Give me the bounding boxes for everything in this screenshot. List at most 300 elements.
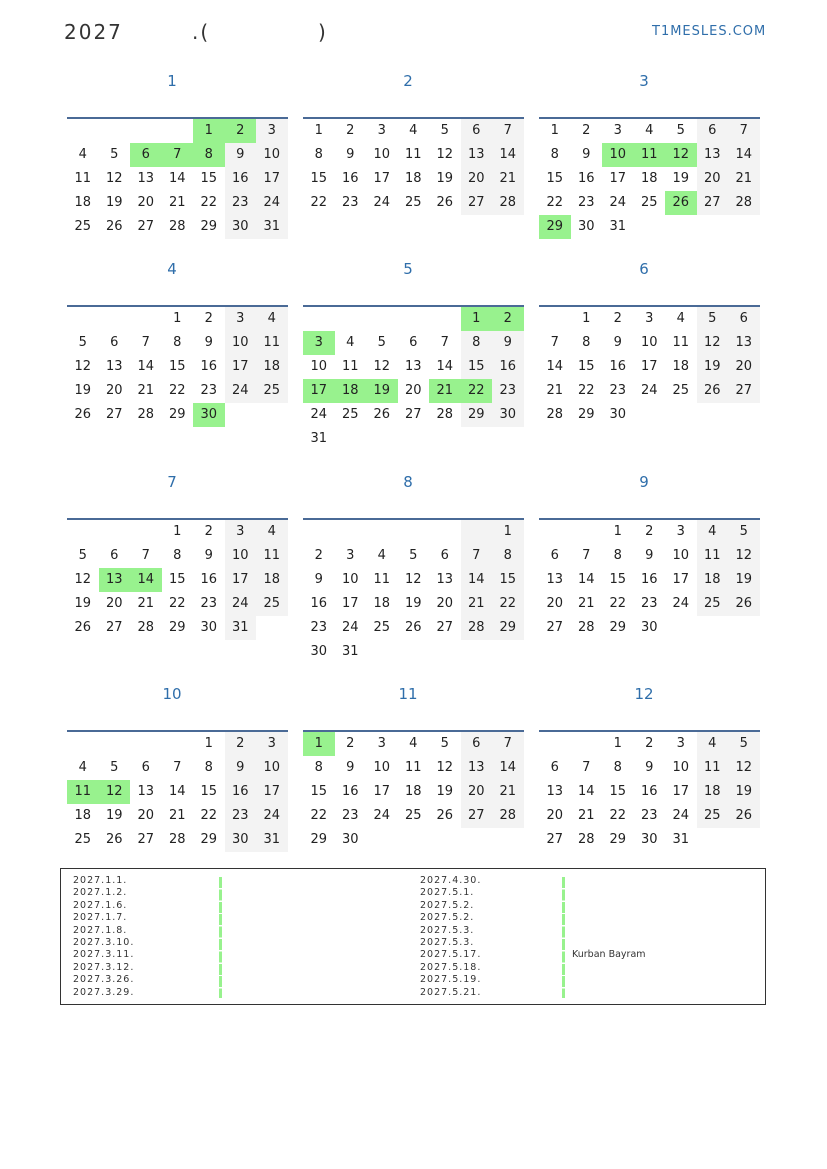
day-cell: 21 bbox=[492, 780, 524, 804]
day-cell: 15 bbox=[461, 355, 493, 379]
day-cell: 30 bbox=[225, 215, 257, 239]
day-cell: 23 bbox=[200, 596, 218, 611]
day-cell: 22 bbox=[168, 383, 186, 398]
day-cell: 30 bbox=[577, 219, 595, 234]
legend-date: 2027.1.6. bbox=[73, 899, 128, 911]
day-cell: 9 bbox=[204, 335, 213, 350]
day-cell: 12 bbox=[74, 359, 92, 374]
day-cell: 7 bbox=[162, 143, 194, 167]
day-cell: 22 bbox=[609, 808, 627, 823]
day-cell: 3 bbox=[346, 548, 355, 563]
month-title: 5 bbox=[403, 260, 413, 278]
day-empty bbox=[539, 520, 571, 544]
day-cell: 27 bbox=[461, 804, 493, 828]
day-cell: 18 bbox=[697, 568, 729, 592]
day-cell: 7 bbox=[582, 760, 591, 775]
day-cell: 28 bbox=[492, 804, 524, 828]
day-cell: 25 bbox=[697, 804, 729, 828]
day-cell: 7 bbox=[492, 119, 524, 143]
day-cell: 16 bbox=[310, 596, 328, 611]
day-empty bbox=[162, 119, 194, 143]
day-cell: 4 bbox=[346, 335, 355, 350]
legend-date: 2027.5.3. bbox=[420, 924, 475, 936]
day-cell: 22 bbox=[577, 383, 595, 398]
day-cell: 15 bbox=[310, 171, 328, 186]
day-cell: 26 bbox=[728, 592, 760, 616]
day-cell: 14 bbox=[728, 143, 760, 167]
legend-date: 2027.4.30. bbox=[420, 875, 482, 886]
day-cell: 10 bbox=[310, 359, 328, 374]
day-cell: 19 bbox=[105, 195, 123, 210]
day-cell: 14 bbox=[130, 568, 162, 592]
day-cell: 30 bbox=[310, 644, 328, 659]
legend-date: 2027.5.17. bbox=[420, 949, 482, 961]
day-cell: 18 bbox=[404, 784, 422, 799]
legend-left-bar bbox=[219, 877, 222, 998]
day-cell: 17 bbox=[672, 784, 690, 799]
day-cell: 1 bbox=[492, 520, 524, 544]
day-cell: 24 bbox=[672, 596, 690, 611]
day-cell: 7 bbox=[141, 548, 150, 563]
day-cell: 23 bbox=[577, 195, 595, 210]
day-cell: 15 bbox=[200, 784, 218, 799]
month-days-grid bbox=[67, 732, 288, 852]
day-cell: 4 bbox=[377, 548, 386, 563]
day-cell: 25 bbox=[672, 383, 690, 398]
day-cell: 20 bbox=[697, 167, 729, 191]
day-cell: 30 bbox=[341, 832, 359, 847]
day-cell: 29 bbox=[168, 620, 186, 635]
day-cell: 18 bbox=[335, 379, 367, 403]
day-cell: 12 bbox=[436, 147, 454, 162]
day-cell: 14 bbox=[577, 572, 595, 587]
day-cell: 6 bbox=[461, 732, 493, 756]
month-title: 12 bbox=[634, 685, 654, 703]
day-cell: 8 bbox=[193, 143, 225, 167]
day-cell: 23 bbox=[640, 808, 658, 823]
day-cell: 25 bbox=[256, 379, 288, 403]
day-empty bbox=[67, 119, 99, 143]
day-empty bbox=[335, 307, 367, 331]
day-cell: 3 bbox=[256, 119, 288, 143]
day-cell: 20 bbox=[137, 195, 155, 210]
day-cell: 27 bbox=[404, 407, 422, 422]
day-cell: 29 bbox=[609, 620, 627, 635]
day-cell: 3 bbox=[645, 311, 654, 326]
day-cell: 1 bbox=[204, 736, 213, 751]
day-cell: 11 bbox=[67, 780, 99, 804]
day-cell: 18 bbox=[373, 596, 391, 611]
day-cell: 10 bbox=[373, 760, 391, 775]
day-cell: 16 bbox=[609, 359, 627, 374]
month-days-grid bbox=[303, 119, 524, 215]
day-cell: 2 bbox=[204, 311, 213, 326]
day-cell: 9 bbox=[346, 760, 355, 775]
day-cell: 16 bbox=[341, 171, 359, 186]
day-cell: 7 bbox=[582, 548, 591, 563]
day-cell: 14 bbox=[137, 359, 155, 374]
day-cell: 15 bbox=[168, 359, 186, 374]
day-cell: 13 bbox=[137, 784, 155, 799]
day-cell: 17 bbox=[303, 379, 335, 403]
day-cell: 4 bbox=[676, 311, 685, 326]
day-cell: 18 bbox=[697, 780, 729, 804]
day-cell: 15 bbox=[200, 171, 218, 186]
month-title: 11 bbox=[398, 685, 418, 703]
day-cell: 19 bbox=[366, 379, 398, 403]
day-cell: 21 bbox=[137, 383, 155, 398]
day-cell: 26 bbox=[105, 219, 123, 234]
day-cell: 23 bbox=[492, 379, 524, 403]
day-cell: 13 bbox=[546, 784, 564, 799]
day-cell: 20 bbox=[404, 383, 422, 398]
day-cell: 16 bbox=[200, 359, 218, 374]
day-cell: 27 bbox=[546, 832, 564, 847]
day-empty bbox=[398, 520, 430, 544]
day-empty bbox=[99, 119, 131, 143]
day-cell: 23 bbox=[609, 383, 627, 398]
day-cell: 11 bbox=[634, 143, 666, 167]
legend-date: 2027.1.2. bbox=[73, 887, 128, 899]
day-cell: 17 bbox=[640, 359, 658, 374]
day-cell: 9 bbox=[492, 331, 524, 355]
day-cell: 17 bbox=[672, 572, 690, 587]
day-cell: 6 bbox=[440, 548, 449, 563]
day-cell: 25 bbox=[404, 195, 422, 210]
title-paren-open: .( bbox=[192, 20, 211, 44]
day-cell: 19 bbox=[74, 383, 92, 398]
day-cell: 6 bbox=[110, 548, 119, 563]
day-cell: 28 bbox=[137, 620, 155, 635]
day-cell: 14 bbox=[461, 568, 493, 592]
day-cell: 1 bbox=[613, 736, 622, 751]
day-cell: 5 bbox=[728, 732, 760, 756]
day-cell: 15 bbox=[609, 572, 627, 587]
day-cell: 24 bbox=[225, 592, 257, 616]
month-title: 10 bbox=[162, 685, 182, 703]
day-cell: 24 bbox=[672, 808, 690, 823]
day-cell: 29 bbox=[492, 616, 524, 640]
day-cell: 27 bbox=[546, 620, 564, 635]
day-cell: 14 bbox=[436, 359, 454, 374]
day-cell: 10 bbox=[225, 544, 257, 568]
day-empty bbox=[67, 307, 99, 331]
day-cell: 8 bbox=[204, 760, 213, 775]
day-cell: 1 bbox=[613, 524, 622, 539]
day-cell: 21 bbox=[728, 167, 760, 191]
day-cell: 28 bbox=[577, 620, 595, 635]
day-cell: 12 bbox=[105, 171, 123, 186]
day-cell: 31 bbox=[672, 832, 690, 847]
day-cell: 13 bbox=[436, 572, 454, 587]
day-cell: 12 bbox=[728, 544, 760, 568]
day-cell: 22 bbox=[200, 195, 218, 210]
day-cell: 27 bbox=[105, 407, 123, 422]
day-cell: 1 bbox=[550, 123, 559, 138]
day-cell: 26 bbox=[697, 379, 729, 403]
day-cell: 1 bbox=[173, 524, 182, 539]
day-cell: 20 bbox=[105, 383, 123, 398]
day-cell: 24 bbox=[373, 808, 391, 823]
day-cell: 19 bbox=[436, 171, 454, 186]
day-cell: 25 bbox=[74, 832, 92, 847]
day-cell: 10 bbox=[672, 548, 690, 563]
day-empty bbox=[99, 732, 131, 756]
day-cell: 9 bbox=[225, 143, 257, 167]
month-days-grid bbox=[303, 732, 524, 852]
day-empty bbox=[539, 307, 571, 331]
day-cell: 21 bbox=[429, 379, 461, 403]
day-cell: 16 bbox=[341, 784, 359, 799]
day-cell: 21 bbox=[461, 592, 493, 616]
day-cell: 9 bbox=[645, 548, 654, 563]
day-cell: 11 bbox=[404, 760, 422, 775]
day-cell: 22 bbox=[168, 596, 186, 611]
day-cell: 20 bbox=[461, 167, 493, 191]
day-cell: 11 bbox=[74, 171, 92, 186]
day-cell: 19 bbox=[436, 784, 454, 799]
day-cell: 5 bbox=[697, 307, 729, 331]
day-cell: 23 bbox=[341, 195, 359, 210]
day-cell: 19 bbox=[404, 596, 422, 611]
day-cell: 2 bbox=[204, 524, 213, 539]
day-cell: 16 bbox=[225, 780, 257, 804]
day-empty bbox=[162, 732, 194, 756]
day-cell: 17 bbox=[373, 171, 391, 186]
legend-date: 2027.3.12. bbox=[73, 961, 135, 973]
day-cell: 29 bbox=[577, 407, 595, 422]
day-cell: 3 bbox=[303, 331, 335, 355]
day-cell: 21 bbox=[168, 808, 186, 823]
day-cell: 15 bbox=[168, 572, 186, 587]
day-cell: 1 bbox=[461, 307, 493, 331]
month-title: 9 bbox=[639, 473, 649, 491]
day-cell: 22 bbox=[492, 592, 524, 616]
day-cell: 7 bbox=[440, 335, 449, 350]
legend-date: 2027.3.29. bbox=[73, 986, 135, 998]
day-empty bbox=[366, 520, 398, 544]
day-cell: 11 bbox=[256, 544, 288, 568]
day-cell: 6 bbox=[550, 760, 559, 775]
day-cell: 14 bbox=[168, 784, 186, 799]
day-empty bbox=[429, 307, 461, 331]
day-cell: 18 bbox=[404, 171, 422, 186]
day-cell: 16 bbox=[200, 572, 218, 587]
month-title: 4 bbox=[167, 260, 177, 278]
day-cell: 10 bbox=[602, 143, 634, 167]
day-cell: 14 bbox=[546, 359, 564, 374]
day-cell: 27 bbox=[728, 379, 760, 403]
day-cell: 4 bbox=[409, 123, 418, 138]
day-cell: 7 bbox=[141, 335, 150, 350]
legend-date: 2027.5.18. bbox=[420, 961, 482, 973]
day-cell: 4 bbox=[256, 307, 288, 331]
day-cell: 19 bbox=[728, 568, 760, 592]
day-cell: 31 bbox=[341, 644, 359, 659]
day-cell: 19 bbox=[74, 596, 92, 611]
day-cell: 10 bbox=[225, 331, 257, 355]
day-cell: 16 bbox=[492, 355, 524, 379]
day-cell: 14 bbox=[577, 784, 595, 799]
legend-holiday-name: Kurban Bayram bbox=[572, 949, 646, 960]
month-days-grid bbox=[539, 119, 760, 239]
day-cell: 13 bbox=[105, 359, 123, 374]
day-cell: 12 bbox=[404, 572, 422, 587]
day-cell: 20 bbox=[546, 596, 564, 611]
day-cell: 5 bbox=[377, 335, 386, 350]
day-cell: 29 bbox=[461, 403, 493, 427]
legend-date: 2027.1.8. bbox=[73, 924, 128, 936]
day-cell: 2 bbox=[346, 736, 355, 751]
day-cell: 27 bbox=[137, 219, 155, 234]
legend-left-dates bbox=[73, 875, 134, 999]
day-cell: 26 bbox=[665, 191, 697, 215]
day-cell: 28 bbox=[577, 832, 595, 847]
month-title: 1 bbox=[167, 72, 177, 90]
day-empty bbox=[366, 307, 398, 331]
day-empty bbox=[130, 732, 162, 756]
day-cell: 7 bbox=[492, 732, 524, 756]
month-title: 7 bbox=[167, 473, 177, 491]
day-cell: 15 bbox=[577, 359, 595, 374]
day-cell: 1 bbox=[173, 311, 182, 326]
legend-date: 2027.5.2. bbox=[420, 912, 475, 924]
day-cell: 27 bbox=[461, 191, 493, 215]
day-cell: 20 bbox=[137, 808, 155, 823]
month-title: 8 bbox=[403, 473, 413, 491]
day-empty bbox=[429, 520, 461, 544]
day-cell: 16 bbox=[640, 784, 658, 799]
day-cell: 10 bbox=[256, 143, 288, 167]
day-cell: 5 bbox=[78, 335, 87, 350]
day-cell: 24 bbox=[225, 379, 257, 403]
day-cell: 15 bbox=[310, 784, 328, 799]
day-cell: 30 bbox=[640, 620, 658, 635]
day-cell: 21 bbox=[546, 383, 564, 398]
day-cell: 14 bbox=[492, 143, 524, 167]
day-cell: 29 bbox=[200, 219, 218, 234]
day-cell: 28 bbox=[168, 219, 186, 234]
day-cell: 16 bbox=[640, 572, 658, 587]
day-cell: 24 bbox=[640, 383, 658, 398]
day-cell: 2 bbox=[225, 732, 257, 756]
day-cell: 4 bbox=[78, 760, 87, 775]
month-title: 3 bbox=[639, 72, 649, 90]
day-cell: 16 bbox=[225, 167, 257, 191]
legend-right-bar bbox=[562, 877, 565, 998]
day-cell: 26 bbox=[436, 195, 454, 210]
day-cell: 18 bbox=[256, 568, 288, 592]
day-cell: 21 bbox=[168, 195, 186, 210]
day-cell: 21 bbox=[137, 596, 155, 611]
day-cell: 1 bbox=[303, 732, 335, 756]
month-days-grid bbox=[67, 307, 288, 427]
day-cell: 7 bbox=[173, 760, 182, 775]
day-cell: 27 bbox=[105, 620, 123, 635]
day-cell: 2 bbox=[645, 524, 654, 539]
day-cell: 3 bbox=[225, 307, 257, 331]
month-days-grid bbox=[67, 119, 288, 239]
day-cell: 15 bbox=[546, 171, 564, 186]
day-cell: 5 bbox=[676, 123, 685, 138]
day-cell: 14 bbox=[168, 171, 186, 186]
day-cell: 17 bbox=[256, 167, 288, 191]
day-cell: 6 bbox=[141, 760, 150, 775]
day-cell: 12 bbox=[373, 359, 391, 374]
day-cell: 18 bbox=[74, 808, 92, 823]
day-cell: 29 bbox=[609, 832, 627, 847]
day-cell: 22 bbox=[310, 195, 328, 210]
day-cell: 20 bbox=[728, 355, 760, 379]
day-cell: 4 bbox=[645, 123, 654, 138]
day-cell: 28 bbox=[546, 407, 564, 422]
day-cell: 4 bbox=[78, 147, 87, 162]
day-cell: 3 bbox=[256, 732, 288, 756]
day-empty bbox=[130, 119, 162, 143]
day-cell: 12 bbox=[74, 572, 92, 587]
day-cell: 12 bbox=[436, 760, 454, 775]
day-cell: 14 bbox=[492, 756, 524, 780]
day-cell: 7 bbox=[550, 335, 559, 350]
day-cell: 10 bbox=[672, 760, 690, 775]
day-cell: 27 bbox=[436, 620, 454, 635]
day-cell: 11 bbox=[697, 544, 729, 568]
day-cell: 8 bbox=[314, 760, 323, 775]
site-link[interactable]: T1MESLES.COM bbox=[652, 24, 767, 39]
day-cell: 21 bbox=[577, 596, 595, 611]
day-cell: 12 bbox=[665, 143, 697, 167]
day-cell: 24 bbox=[256, 804, 288, 828]
day-cell: 23 bbox=[225, 804, 257, 828]
day-cell: 28 bbox=[137, 407, 155, 422]
day-cell: 18 bbox=[256, 355, 288, 379]
month-days-grid bbox=[303, 307, 524, 451]
day-cell: 7 bbox=[461, 544, 493, 568]
day-cell: 29 bbox=[200, 832, 218, 847]
day-empty bbox=[130, 307, 162, 331]
day-cell: 10 bbox=[640, 335, 658, 350]
day-cell: 3 bbox=[225, 520, 257, 544]
day-cell: 22 bbox=[609, 596, 627, 611]
day-cell: 24 bbox=[310, 407, 328, 422]
day-cell: 11 bbox=[697, 756, 729, 780]
day-cell: 28 bbox=[436, 407, 454, 422]
day-cell: 17 bbox=[609, 171, 627, 186]
day-cell: 13 bbox=[404, 359, 422, 374]
day-cell: 23 bbox=[341, 808, 359, 823]
day-cell: 23 bbox=[225, 191, 257, 215]
day-cell: 8 bbox=[492, 544, 524, 568]
day-cell: 23 bbox=[310, 620, 328, 635]
day-cell: 1 bbox=[193, 119, 225, 143]
day-cell: 18 bbox=[672, 359, 690, 374]
day-cell: 5 bbox=[110, 760, 119, 775]
day-cell: 6 bbox=[110, 335, 119, 350]
day-cell: 19 bbox=[728, 780, 760, 804]
day-cell: 22 bbox=[546, 195, 564, 210]
day-cell: 10 bbox=[373, 147, 391, 162]
day-cell: 29 bbox=[310, 832, 328, 847]
day-cell: 20 bbox=[105, 596, 123, 611]
day-cell: 7 bbox=[728, 119, 760, 143]
day-cell: 27 bbox=[137, 832, 155, 847]
legend-date: 2027.3.26. bbox=[73, 974, 135, 986]
day-cell: 20 bbox=[461, 780, 493, 804]
day-cell: 28 bbox=[168, 832, 186, 847]
day-cell: 31 bbox=[225, 616, 257, 640]
month-days-grid bbox=[539, 520, 760, 640]
day-cell: 4 bbox=[697, 520, 729, 544]
